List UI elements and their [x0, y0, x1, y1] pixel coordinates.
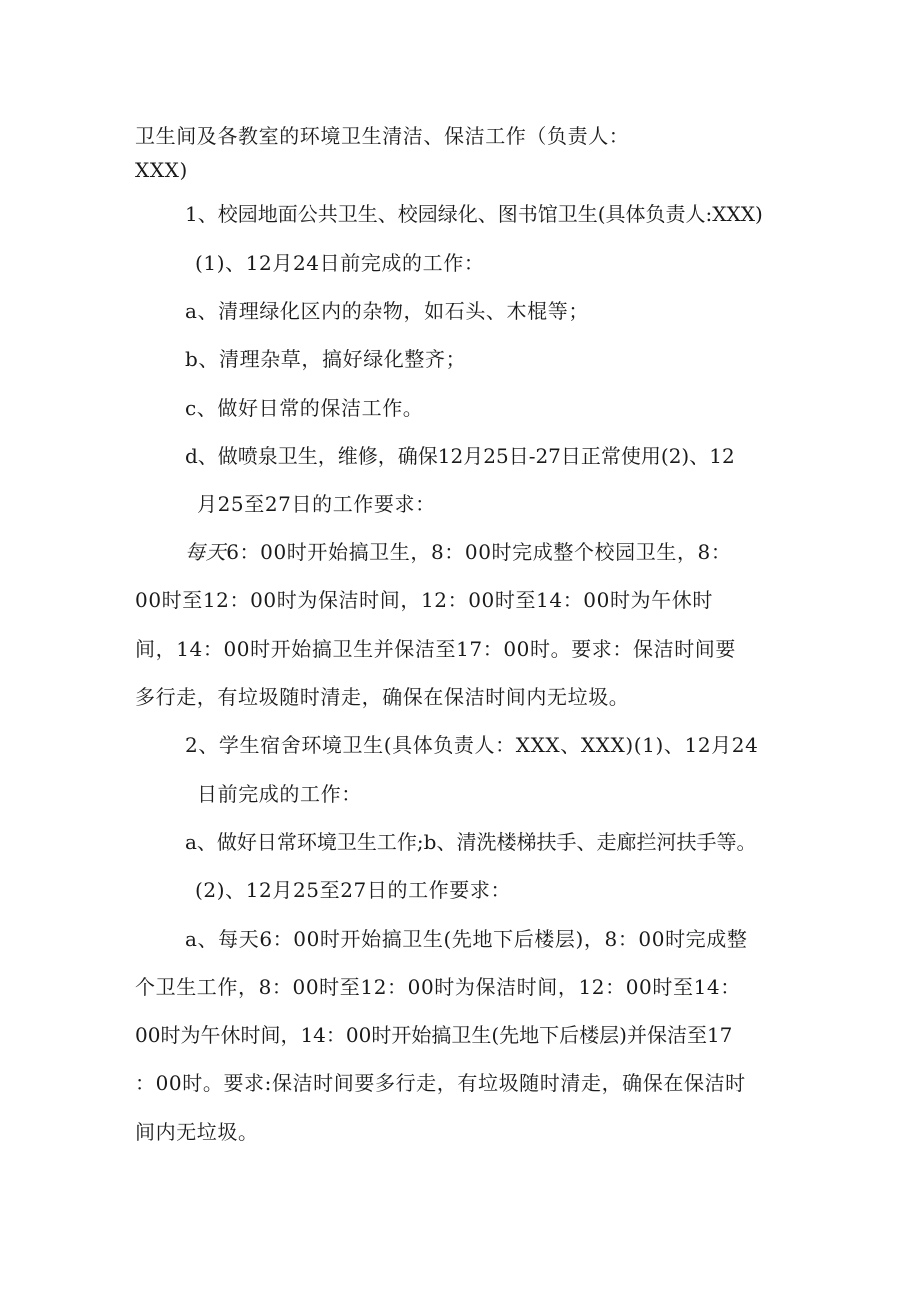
text-line: 间内无垃圾。	[135, 1120, 259, 1144]
text-line: 卫生间及各教室的环境卫生清洁、保洁工作（负责人：	[135, 124, 630, 148]
list-item: a、清理绿化区内的杂物，如石头、木棍等；	[185, 299, 589, 323]
list-item: c、做好日常的保洁工作。	[185, 396, 424, 420]
subheading-before-dec-24: (1)、12月24日前完成的工作：	[195, 251, 485, 275]
text-line	[185, 538, 731, 566]
text-line: 00时为午休时间，14：00时开始搞卫生(先地下后楼层)并保洁至17	[135, 1023, 733, 1047]
text-line: 月25至27日的工作要求：	[197, 492, 436, 516]
text-line: 个卫生工作，8：00时至12：00时为保洁时间，12：00时至14：	[135, 975, 741, 999]
subheading-dec-25-27: (2)、12月25至27日的工作要求：	[195, 878, 512, 902]
text-line: ：00时。要求:保洁时间要多行走，有垃圾随时清走，确保在保洁时	[135, 1071, 746, 1095]
heading-dormitory-hygiene: 2、学生宿舍环境卫生(具体负责人：XXX、XXX)(1)、12月24	[185, 733, 759, 757]
list-item: a、每天6：00时开始搞卫生(先地下后楼层)，8：00时完成整	[185, 927, 748, 951]
heading-campus-hygiene: 1、校园地面公共卫生、校园绿化、图书馆卫生(具体负责人:XXX)	[185, 202, 763, 226]
list-item: b、清理杂草，搞好绿化整齐；	[185, 347, 467, 371]
list-item: a、做好日常环境卫生工作;b、清洗楼梯扶手、走廊拦河扶手等。	[185, 830, 757, 854]
text-line: 00时至12：00时为保洁时间，12：00时至14：00时为午休时	[135, 588, 713, 612]
text-line: 多行走，有垃圾随时清走，确保在保洁时间内无垃圾。	[135, 685, 630, 709]
text-line: 间，14：00时开始搞卫生并保洁至17：00时。要求：保洁时间要	[135, 637, 736, 661]
text-span: 6：00时开始搞卫生，8：00时完成整个校园卫生，8：	[226, 540, 732, 564]
text-line: XXX)	[135, 158, 188, 182]
list-item: d、做喷泉卫生，维修，确保12月25日-27日正常使用(2)、12	[185, 444, 735, 468]
italic-text: 每天	[185, 540, 227, 564]
text-line: 日前完成的工作：	[197, 782, 362, 806]
